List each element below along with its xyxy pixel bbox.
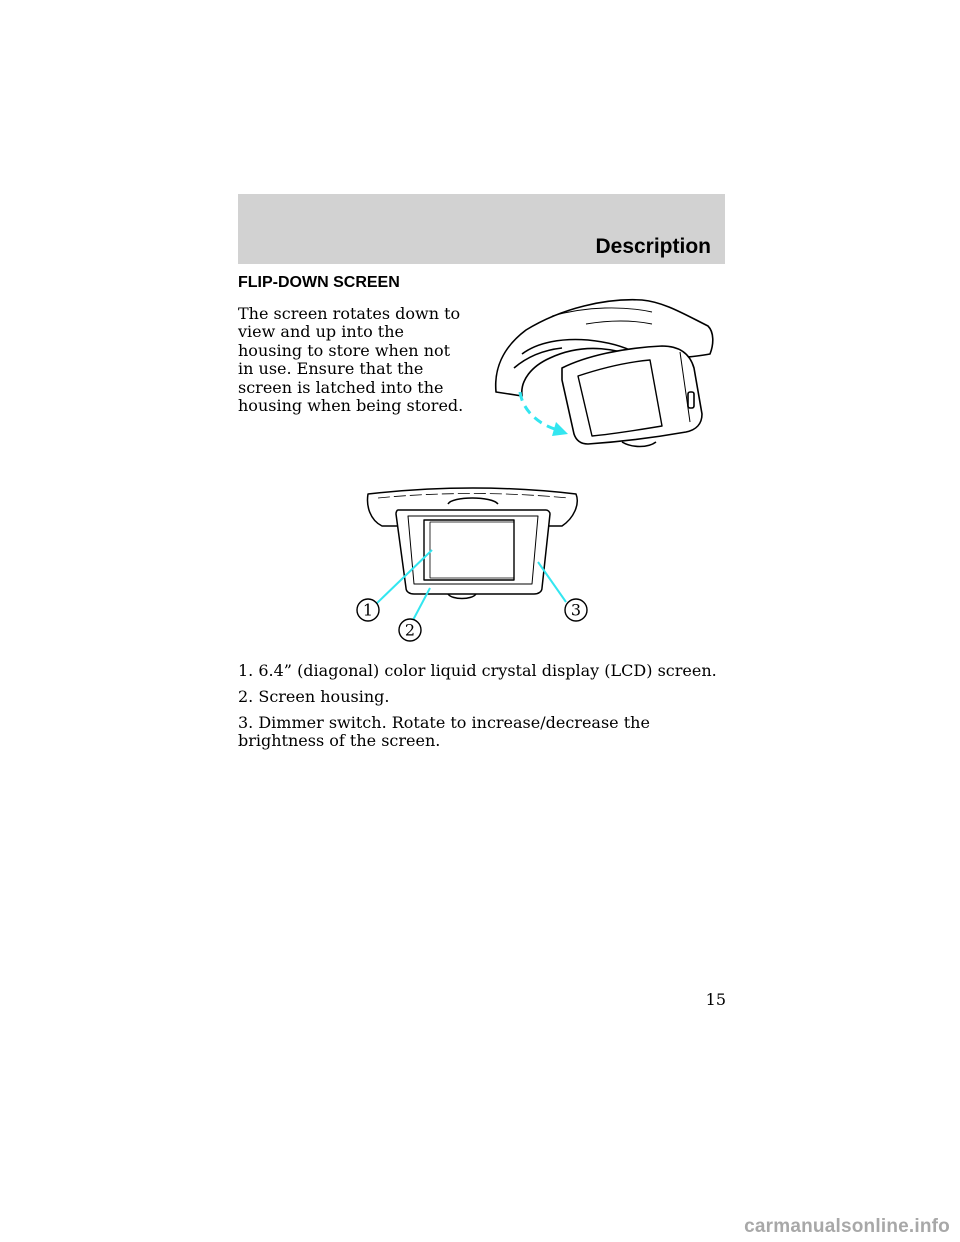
page-number: 15 [705,990,726,1009]
flip-down-screen-illustration [492,296,720,452]
callout-1: 1 [362,600,374,620]
watermark: carmanualsonline.info [744,1216,950,1237]
list-item: 2. Screen housing. [238,687,390,706]
section-header-band [238,194,725,264]
section-heading: FLIP-DOWN SCREEN [238,274,400,291]
callout-2: 2 [404,620,416,640]
callout-3: 3 [570,600,582,620]
screen-front-view-illustration [348,480,598,650]
section-title: Description [595,235,711,258]
intro-paragraph: The screen rotates down to view and up into the housing to store when not in use. Ensure that the screen is latched into the housing when being stored. [238,304,464,416]
list-item: 3. Dimmer switch. Rotate to increase/decrease the brightness of the screen. [238,713,650,751]
list-item: 1. 6.4” (diagonal) color liquid crystal display (LCD) screen. [238,661,717,680]
